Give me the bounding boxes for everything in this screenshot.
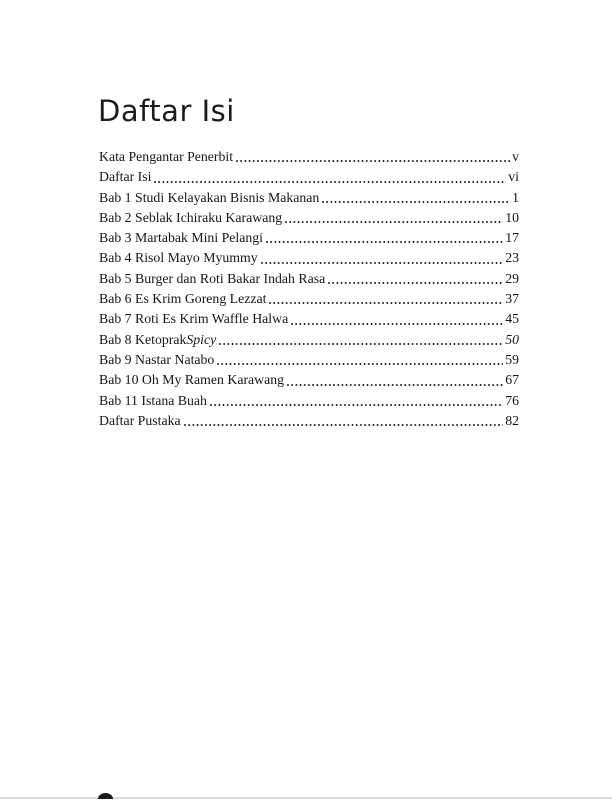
toc-row bbox=[99, 167, 519, 187]
toc-entry-page: 82 bbox=[505, 412, 519, 428]
dot-leader bbox=[219, 343, 503, 345]
toc-entry-page: 76 bbox=[505, 392, 519, 408]
toc-row bbox=[99, 350, 519, 370]
toc-entry-label: Kata Pengantar Penerbit bbox=[99, 149, 234, 164]
dot-leader bbox=[261, 262, 504, 264]
page-boundary-line bbox=[0, 797, 612, 799]
toc-row bbox=[99, 370, 519, 390]
toc-row bbox=[99, 411, 519, 431]
toc-row bbox=[99, 188, 519, 208]
toc-entry-label: Bab 2 Seblak Ichiraku Karawang bbox=[99, 209, 283, 225]
toc-entry-page: 23 bbox=[505, 250, 519, 266]
toc-entry-label: Bab 6 Es Krim Goreng Lezzat bbox=[99, 291, 267, 307]
toc-row bbox=[99, 269, 519, 289]
toc-entry-page: 50 bbox=[505, 331, 519, 347]
toc-row bbox=[99, 289, 519, 309]
toc-row bbox=[99, 330, 519, 350]
dot-leader bbox=[285, 221, 503, 223]
toc-entry-label: Bab 10 Oh My Ramen Karawang bbox=[99, 372, 285, 388]
toc-entry-page: 59 bbox=[505, 351, 519, 367]
toc-entry-page: 37 bbox=[505, 291, 519, 307]
toc-entry-page: 1 bbox=[512, 189, 519, 205]
toc-entry-label: Bab 9 Nastar Natabo bbox=[99, 351, 215, 367]
toc-entry-label: Bab 5 Burger dan Roti Bakar Indah Rasa bbox=[99, 270, 326, 286]
toc-entry-page: v bbox=[512, 149, 519, 164]
toc-row bbox=[99, 248, 519, 268]
dot-leader bbox=[154, 181, 506, 183]
toc-entry-label: Bab 8 Ketoprak bbox=[99, 331, 187, 347]
toc-entry-page: 29 bbox=[505, 270, 519, 286]
toc-entry-page: vi bbox=[508, 169, 519, 185]
toc-entry-page: 10 bbox=[505, 209, 519, 225]
dot-leader bbox=[269, 302, 503, 304]
dot-leader bbox=[328, 282, 503, 284]
toc-entry-page: 67 bbox=[505, 372, 519, 388]
dot-leader bbox=[322, 201, 510, 203]
toc-entry-label: Bab 1 Studi Kelayakan Bisnis Makanan bbox=[99, 189, 320, 205]
dot-leader bbox=[266, 241, 503, 243]
toc-entry-label: Daftar Pustaka bbox=[99, 412, 181, 428]
dot-leader bbox=[210, 404, 503, 406]
dot-leader bbox=[291, 323, 503, 325]
toc-entry-label: Daftar Isi bbox=[99, 169, 152, 185]
toc-row bbox=[99, 208, 519, 228]
dot-leader bbox=[236, 160, 510, 162]
toc-row bbox=[99, 391, 519, 411]
toc-entry-page: 17 bbox=[505, 230, 519, 246]
dot-leader bbox=[217, 363, 503, 365]
page-bottom-ornament-dot bbox=[98, 793, 113, 799]
toc-entry-label: Bab 7 Roti Es Krim Waffle Halwa bbox=[99, 311, 289, 327]
toc-row bbox=[99, 147, 519, 167]
dot-leader bbox=[287, 384, 503, 386]
page-title: Daftar Isi bbox=[98, 94, 235, 128]
toc-row bbox=[99, 228, 519, 248]
toc-entry-label: Bab 11 Istana Buah bbox=[99, 392, 207, 408]
dot-leader bbox=[184, 424, 504, 426]
toc-entry-label: Bab 3 Martabak Mini Pelangi bbox=[99, 230, 263, 246]
toc-row bbox=[99, 309, 519, 329]
toc-entry-label: Bab 4 Risol Mayo Myummy bbox=[99, 250, 258, 266]
toc-entry-page: 45 bbox=[505, 311, 519, 327]
toc-entry-label-italic: Spicy bbox=[186, 331, 217, 347]
toc-list bbox=[99, 147, 519, 431]
